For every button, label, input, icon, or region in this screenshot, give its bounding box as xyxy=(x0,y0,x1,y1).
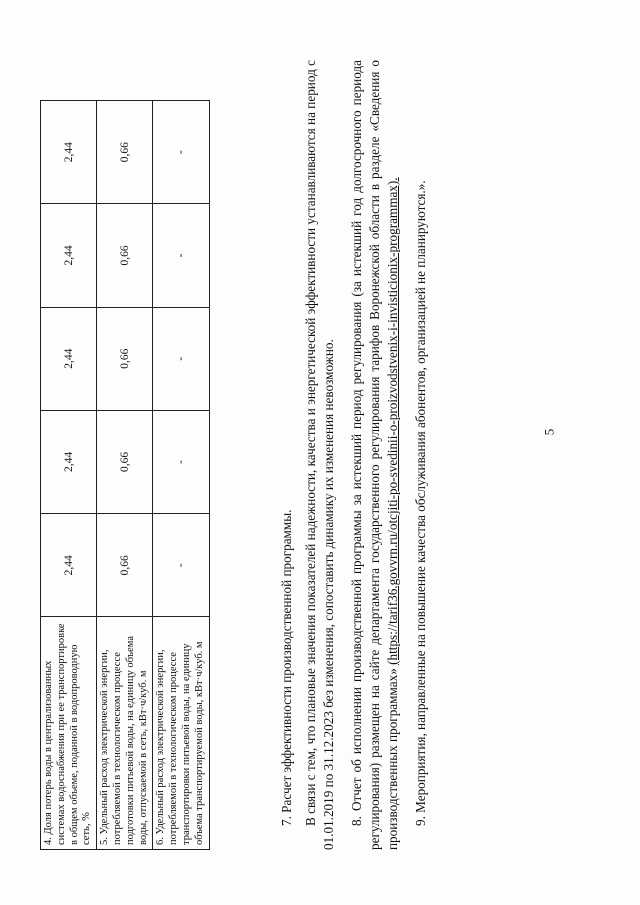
row-value: 0,66 xyxy=(97,514,153,617)
section-8-link[interactable]: (https://tarif36.govvrn.ru/otcjiti-po-svedinii-o-proizvodstvenix-i-invisticionix-programmax). xyxy=(385,177,400,665)
indicators-table xyxy=(40,100,210,850)
section-7-heading: 7. Расчет эффективности производственной программы. xyxy=(279,509,294,826)
row-value: - xyxy=(153,514,209,617)
row-label: 5. Удельный расход электрической энергии, потребляемой в технологическом процессе подготовки питьевой воды, на единицу объема воды, отпускаемой в сеть, кВт·ч/куб. м xyxy=(97,617,153,850)
section-8-body: 8. Отчет об исполнении производственной программы за истекший период регулирования (за истекший год долгосрочного периода регулирования) размещен на сайте департамента государственного регулирования тарифов Воронежской области в разделе «Сведения о производственных программах» xyxy=(349,60,400,850)
row-value: 0,66 xyxy=(97,101,153,204)
section-9-body: 9. Мероприятия, направленные на повышение качества обслуживания абонентов, организацией не планируются.». xyxy=(413,180,428,826)
row-value: 2,44 xyxy=(41,204,97,307)
table-row xyxy=(97,101,153,850)
row-value: 2,44 xyxy=(41,514,97,617)
row-value: - xyxy=(153,410,209,513)
table-row xyxy=(41,101,97,850)
section-7-body: В связи с тем, что плановые значения показателей надежности, качества и энергетической эффективности устанавливаются на период с 01.01.2019 по 31.12.2023 без изменения, сопоставить динамику их изменения невозможно. xyxy=(303,60,336,850)
row-label: 6. Удельный расход электрической энергии, потребляемой в технологическом процессе транспортировки питьевой воды, на единицу объема транспортируемой воды, кВт·ч/куб. м xyxy=(153,617,209,850)
row-value: 2,44 xyxy=(41,307,97,410)
row-label: 4. Доля потерь воды в централизованных системах водоснабжения при ее транспортировке в общем объеме, поданной в водопроводную сеть, % xyxy=(41,617,97,850)
row-value: 2,44 xyxy=(41,410,97,513)
row-value: 0,66 xyxy=(97,410,153,513)
row-value: 2,44 xyxy=(41,101,97,204)
row-value: 0,66 xyxy=(97,307,153,410)
page-number: 5 xyxy=(541,428,557,436)
row-value: - xyxy=(153,101,209,204)
row-value: - xyxy=(153,307,209,410)
rotated-content xyxy=(40,40,600,860)
section-8-paragraph xyxy=(348,60,402,850)
body-text xyxy=(278,60,440,850)
row-value: 0,66 xyxy=(97,204,153,307)
table-row xyxy=(153,101,209,850)
row-value: - xyxy=(153,204,209,307)
